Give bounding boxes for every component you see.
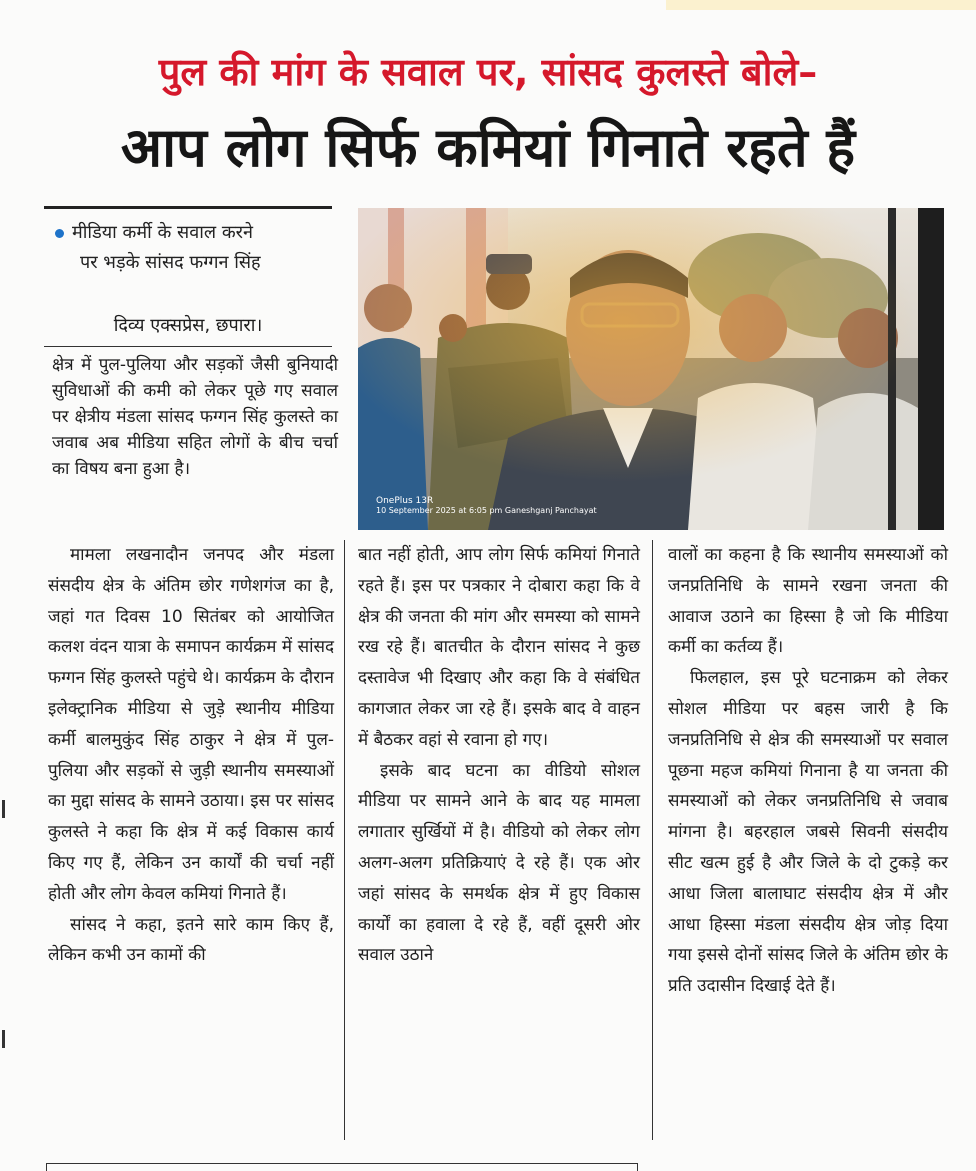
column-2 xyxy=(358,540,640,971)
cropped-top-strip xyxy=(0,0,976,14)
col2-paragraph-2: इसके बाद घटना का वीडियो सोशल मीडिया पर सामने आने के बाद यह मामला लगातार सुर्खियों में है। वीडियो को लेकर लोग अलग-अलग प्रतिक्रियाएं दे रहे हैं। एक ओर जहां सांसद के समर्थक क्षेत्र में हुए विकास कार्यों का हवाला दे रहे हैं, वहीं दूसरी ओर सवाल उठाने xyxy=(358,760,640,966)
byline-rule xyxy=(44,346,332,347)
subhead xyxy=(55,218,335,278)
margin-mark xyxy=(2,800,5,818)
next-article-box xyxy=(46,1163,638,1171)
byline: दिव्य एक्सप्रेस, छपारा। xyxy=(113,315,263,336)
camera-stamp-text: 10 September 2025 at 6:05 pm Ganeshganj Panchayat xyxy=(376,506,597,515)
column-divider xyxy=(344,540,345,1140)
margin-mark xyxy=(2,1030,5,1048)
subhead-line-1: मीडिया कर्मी के सवाल करने xyxy=(72,222,253,243)
col2-paragraph-1: बात नहीं होती, आप लोग सिर्फ कमियां गिनाते रहते हैं। इस पर पत्रकार ने दोबारा कहा कि वे क्षेत्र की जनता की मांग और समस्या को सामने रख रहे हैं। बातचीत के दौरान सांसद ने कुछ दस्तावेज भी दिखाए और कहा कि वे संबंधित कागजात लेकर जा रहे हैं। इसके बाद वे वाहन में बैठकर वहां से रवाना हो गए। xyxy=(358,545,640,750)
cropped-ad-box xyxy=(666,0,976,10)
column-divider xyxy=(652,540,653,1140)
subhead-top-rule xyxy=(44,206,332,209)
col3-paragraph-2: फिलहाल, इस पूरे घटनाक्रम को लेकर सोशल मीडिया पर बहस जारी है कि जनप्रतिनिधि से क्षेत्र की समस्याओं पर सवाल पूछना महज कमियां गिनाना है या जनता की समस्याओं को लेकर जनप्रतिनिधि से जवाब मांगना है। बहरहाल जबसे सिवनी संसदीय सीट खत्म हुई है और जिले के दो टुकड़े कर आधा जिला बालाघाट संसदीय क्षेत्र में और आधा हिस्सा मंडला संसदीय क्षेत्र जोड़ दिया गया इससे दोनों सांसद जिले के अंतिम छोर के प्रति उदासीन दिखाई देते हैं। xyxy=(668,668,948,997)
col3-paragraph-1: वालों का कहना है कि स्थानीय समस्याओं को जनप्रतिनिधि के सामने रखना जनता की आवाज उठाने का हिस्सा है जो कि मीडिया कर्मी का कर्तव्य हैं। xyxy=(668,545,948,658)
news-photo xyxy=(358,208,944,530)
headline-kicker: पुल की मांग के सवाल पर, सांसद कुलस्ते बोले– xyxy=(158,50,818,94)
subhead-line-2: पर भड़के सांसद फग्गन सिंह xyxy=(80,252,261,273)
photo-timestamp xyxy=(376,496,597,516)
camera-brand: OnePlus 13R xyxy=(376,496,434,506)
col1-paragraph-1: मामला लखनादौन जनपद और मंडला संसदीय क्षेत्र के अंतिम छोर गणेशगंज का है, जहां गत दिवस 10 सितंबर को आयोजित कलश वंदन यात्रा के समापन कार्यक्रम में सांसद फग्गन सिंह कुलस्ते पहुंचे थे। कार्यक्रम के दौरान इलेक्ट्रानिक मीडिया से जुड़े स्थानीय मीडिया कर्मी बालमुकुंद सिंह ठाकुर ने क्षेत्र में पुल-पुलिया और सड़कों से जुड़ी स्थानीय समस्याओं का मुद्दा सांसद के सामने उठाया। इस पर सांसद कुलस्ते ने कहा कि क्षेत्र में कई विकास कार्य किए गए हैं, लेकिन उन कार्यों की चर्चा नहीं होती और लोग केवल कमियां गिनाते हैं। xyxy=(48,545,334,904)
photo-illustration xyxy=(358,208,944,530)
col1-paragraph-2: सांसद ने कहा, इतने सारे काम किए हैं, लेकिन कभी उन कामों की xyxy=(48,914,334,966)
intro-paragraph: क्षेत्र में पुल-पुलिया और सड़कों जैसी बुनियादी सुविधाओं की कमी को लेकर पूछे गए सवाल पर क्षेत्रीय मंडला सांसद फग्गन सिंह कुलस्ते का जवाब अब मीडिया सहित लोगों के बीच चर्चा का विषय बना हुआ है। xyxy=(52,355,338,479)
column-1 xyxy=(48,540,334,971)
headline-main: आप लोग सिर्फ कमियां गिनाते रहते हैं xyxy=(120,116,856,179)
column-3 xyxy=(668,540,948,1002)
bullet-icon xyxy=(55,229,64,238)
